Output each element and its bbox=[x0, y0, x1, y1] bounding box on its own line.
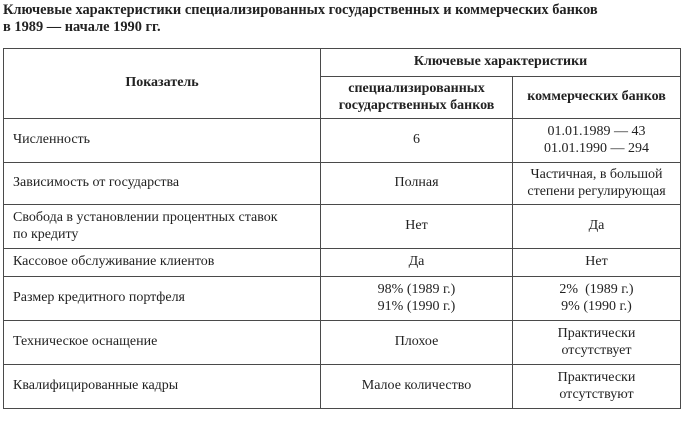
cell-line: Практически bbox=[557, 326, 636, 341]
header-state-banks bbox=[321, 77, 513, 119]
table-caption bbox=[3, 2, 683, 36]
cell-line: 01.01.1989 — 43 bbox=[547, 124, 646, 139]
row-indicator: Зависимость от государства bbox=[4, 163, 321, 205]
row-indicator: Численность bbox=[4, 119, 321, 163]
cell-line: 91% (1990 г.) bbox=[377, 298, 456, 314]
row-commercial-value bbox=[513, 119, 681, 163]
row-commercial-value bbox=[513, 163, 681, 205]
row-commercial-value bbox=[513, 365, 681, 409]
cell-line: по кредиту bbox=[13, 226, 79, 242]
table-row bbox=[4, 365, 681, 409]
table-row bbox=[4, 249, 681, 277]
row-indicator: Квалифицированные кадры bbox=[4, 365, 321, 409]
row-indicator: Техническое оснащение bbox=[4, 321, 321, 365]
table-row bbox=[4, 205, 681, 249]
row-indicator: Размер кредитного портфеля bbox=[4, 277, 321, 321]
header-key-characteristics: Ключевые характеристики bbox=[321, 49, 681, 77]
row-state-value bbox=[321, 321, 513, 365]
row-state-value bbox=[321, 249, 513, 277]
cell-line: отсутствует bbox=[561, 342, 632, 358]
cell-line: 9% (1990 г.) bbox=[561, 298, 632, 314]
cell-line: Частичная, в большой bbox=[530, 167, 663, 182]
header-indicator: Показатель bbox=[4, 49, 321, 119]
row-state-value bbox=[321, 277, 513, 321]
row-commercial-value bbox=[513, 321, 681, 365]
header-row-1 bbox=[4, 49, 681, 77]
table-row bbox=[4, 277, 681, 321]
cell-line: Свобода в установлении процентных ставок bbox=[13, 210, 278, 225]
row-commercial-value bbox=[513, 205, 681, 249]
cell-line: степени регулирующая bbox=[527, 183, 666, 199]
row-indicator: Кассовое обслуживание клиентов bbox=[4, 249, 321, 277]
row-commercial-value bbox=[513, 249, 681, 277]
row-state-value bbox=[321, 205, 513, 249]
cell-line: Нет bbox=[585, 254, 608, 270]
cell-line: 6 bbox=[413, 132, 420, 148]
caption-line-1: Ключевые характеристики специализированных государственных и коммерческих банков bbox=[3, 2, 598, 18]
row-commercial-value bbox=[513, 277, 681, 321]
cell-line: Плохое bbox=[394, 334, 439, 350]
cell-line: Нет bbox=[405, 218, 428, 234]
cell-line: 01.01.1990 — 294 bbox=[544, 140, 649, 156]
table-row bbox=[4, 119, 681, 163]
table-row bbox=[4, 321, 681, 365]
table-row bbox=[4, 163, 681, 205]
cell-line: отсутствуют bbox=[559, 386, 634, 402]
header-state-banks-line-1: специализированных bbox=[348, 81, 485, 96]
header-state-banks-line-2: государственных банков bbox=[338, 97, 495, 113]
cell-line: Да bbox=[408, 254, 425, 270]
bank-characteristics-table bbox=[3, 48, 681, 409]
cell-line: Да bbox=[588, 218, 605, 234]
cell-line: 2% (1989 г.) bbox=[559, 282, 634, 297]
caption-line-2: в 1989 — начале 1990 гг. bbox=[3, 19, 161, 35]
row-state-value bbox=[321, 119, 513, 163]
row-state-value bbox=[321, 163, 513, 205]
row-indicator bbox=[4, 205, 321, 249]
row-state-value bbox=[321, 365, 513, 409]
cell-line: Полная bbox=[394, 175, 439, 191]
header-commercial-banks: коммерческих банков bbox=[513, 77, 681, 119]
cell-line: Малое количество bbox=[361, 378, 472, 394]
cell-line: 98% (1989 г.) bbox=[377, 282, 456, 297]
cell-line: Практически bbox=[557, 370, 636, 385]
